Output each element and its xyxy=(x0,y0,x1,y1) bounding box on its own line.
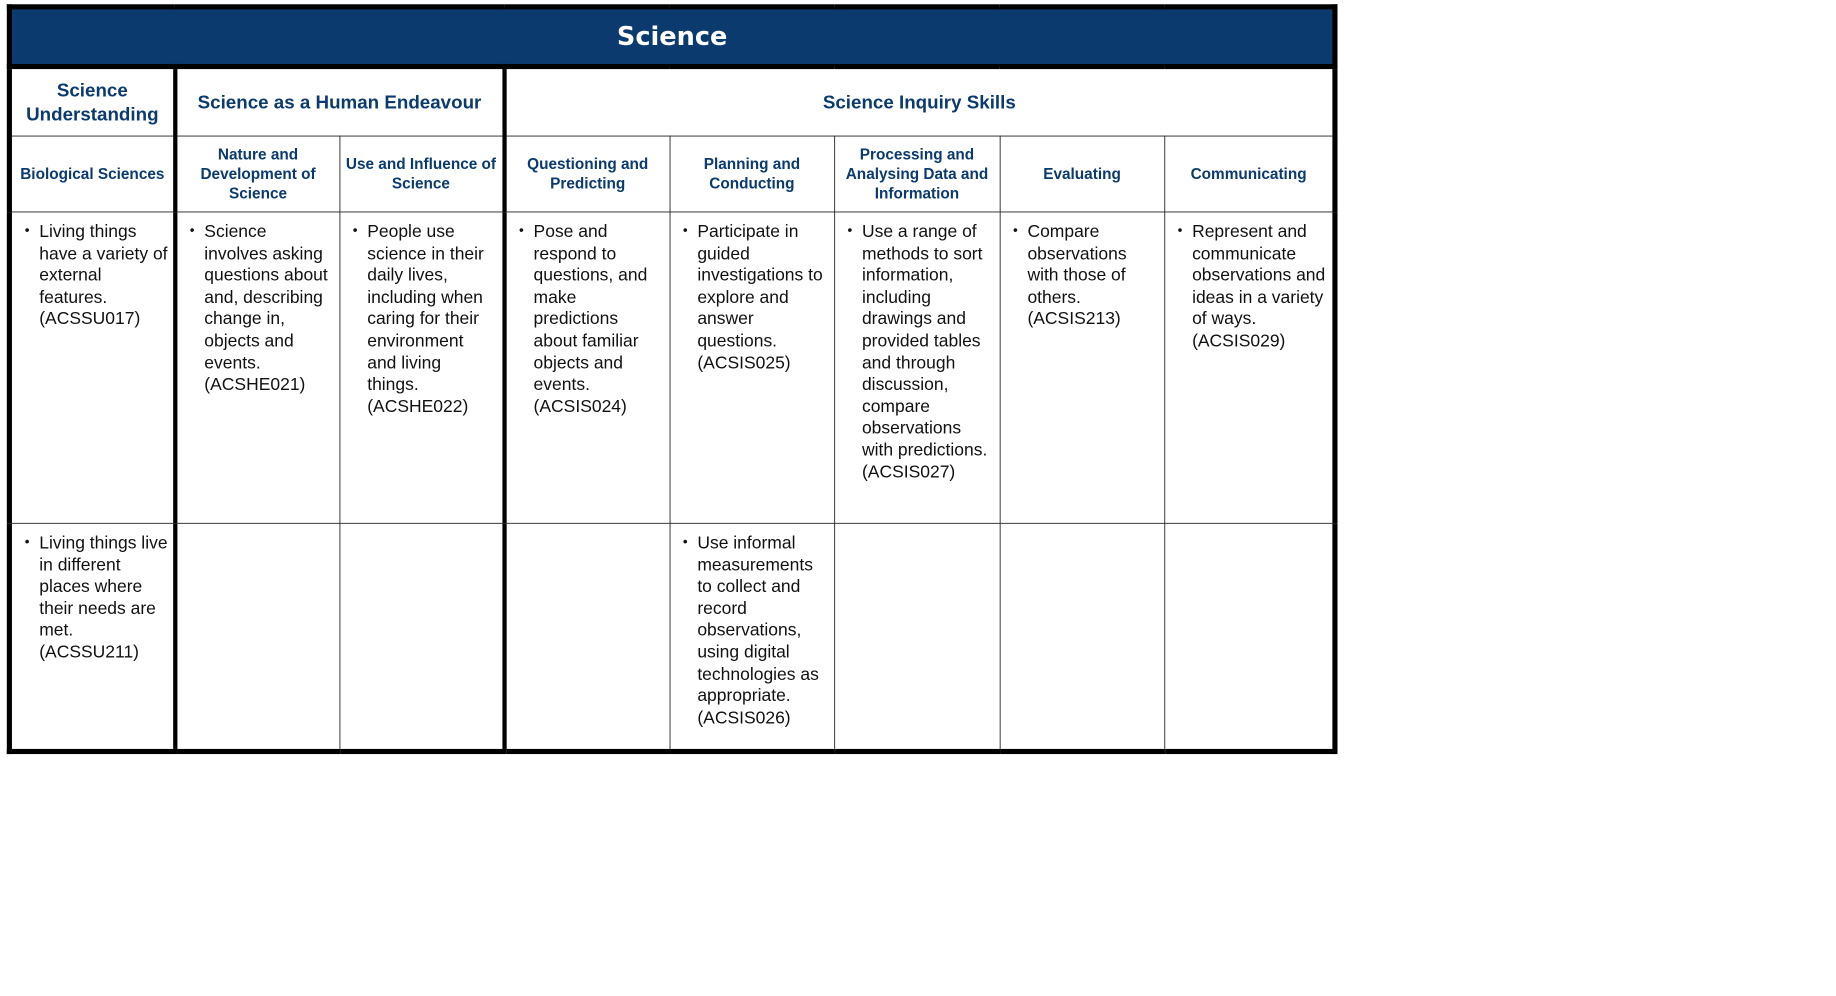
strand-human-endeavour: Science as a Human Endeavour xyxy=(175,67,504,137)
sub-strand-nature-development: Nature and Development of Science xyxy=(175,136,340,212)
content-item: • Compare observations with those of others. (ACSIS213) xyxy=(1027,221,1158,330)
content-cell xyxy=(175,212,340,523)
content-item: • Use informal measurements to collect and record observations, using digital technologies as appropriate. (ACSIS026) xyxy=(697,532,828,728)
content-cell-empty xyxy=(175,523,340,751)
content-cell xyxy=(504,212,669,523)
sub-strand-planning-conducting: Planning and Conducting xyxy=(670,136,835,212)
content-item: • Represent and communicate observations and ideas in a variety of ways. (ACSIS029) xyxy=(1192,221,1327,352)
sub-strand-use-influence: Use and Influence of Science xyxy=(339,136,504,212)
content-item: • Living things have a variety of external features. (ACSSU017) xyxy=(39,221,167,330)
sub-strand-communicating: Communicating xyxy=(1164,136,1335,212)
content-item: • People use science in their daily lives, including when caring for their environment and living things. (ACSHE022) xyxy=(367,221,497,417)
content-cell xyxy=(339,212,504,523)
sub-strand-biological-sciences: Biological Sciences xyxy=(9,136,174,212)
content-cell xyxy=(670,212,835,523)
content-cell-empty xyxy=(1000,523,1165,751)
table-title: Science xyxy=(9,7,1335,67)
content-cell xyxy=(834,212,999,523)
sub-strand-questioning-predicting: Questioning and Predicting xyxy=(504,136,669,212)
sub-strand-evaluating: Evaluating xyxy=(1000,136,1165,212)
content-cell xyxy=(1000,212,1165,523)
content-cell-empty xyxy=(1164,523,1335,751)
sub-strand-processing-analysing: Processing and Analysing Data and Information xyxy=(834,136,999,212)
content-item: • Pose and respond to questions, and make predictions about familiar objects and events. (ACSIS024) xyxy=(534,221,665,417)
content-item: • Living things live in different places where their needs are met. (ACSSU211) xyxy=(39,532,167,663)
content-cell xyxy=(1164,212,1335,523)
strand-science-understanding: Science Understanding xyxy=(9,67,174,137)
science-curriculum-table xyxy=(7,4,1338,754)
content-cell-empty xyxy=(834,523,999,751)
content-cell-empty xyxy=(339,523,504,751)
content-cell xyxy=(9,523,174,751)
content-cell xyxy=(9,212,174,523)
content-cell xyxy=(670,523,835,751)
content-item: • Science involves asking questions about and, describing change in, objects and events. (ACSHE021) xyxy=(204,221,334,396)
content-item: • Use a range of methods to sort information, including drawings and provided tables and through discussion, compare observations with predictions. (ACSIS027) xyxy=(862,221,994,483)
content-cell-empty xyxy=(504,523,669,751)
content-item: • Participate in guided investigations to explore and answer questions. (ACSIS025) xyxy=(697,221,828,374)
strand-inquiry-skills: Science Inquiry Skills xyxy=(504,67,1335,137)
